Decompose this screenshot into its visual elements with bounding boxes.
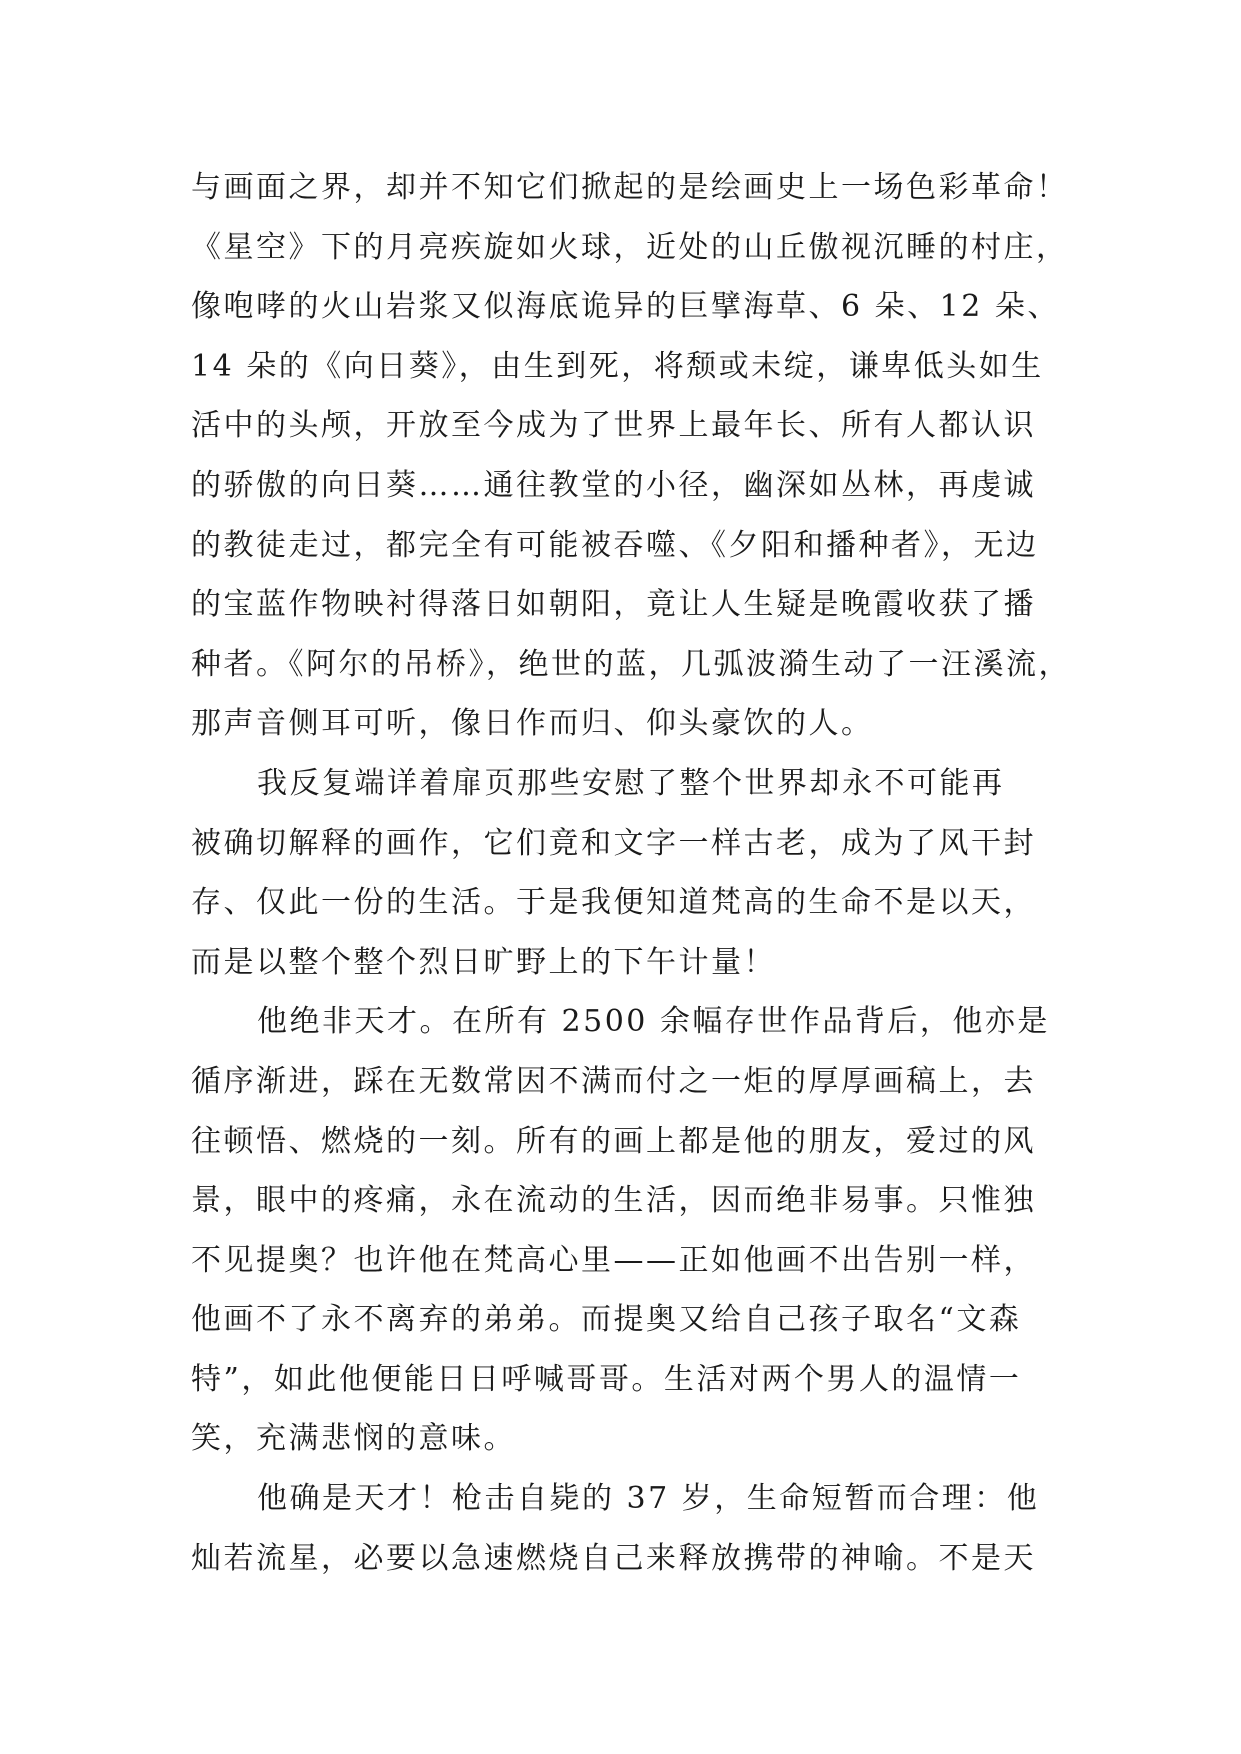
text-line: 的宝蓝作物映衬得落日如朝阳，竟让人生疑是晚霞收获了播 [191,587,1036,623]
text-line: 种者。《阿尔的吊桥》，绝世的蓝，几弧波漪生动了一汪溪流， [191,646,1071,682]
text-line: 存、仅此一份的生活。于是我便知道梵高的生命不是以天， [191,885,1036,921]
text-line: 景，眼中的疼痛，永在流动的生活，因而绝非易事。只惟独 [191,1183,1036,1219]
text-line: 的教徒走过，都完全有可能被吞噬、《夕阳和播种者》，无边 [191,527,1039,563]
text-line: 被确切解释的画作，它们竟和文字一样古老，成为了风干封 [191,825,1036,861]
text-line: 的骄傲的向日葵……通往教堂的小径，幽深如丛林，再虔诚 [191,467,1036,503]
text-line: 活中的头颅，开放至今成为了世界上最年长、所有人都认识 [191,408,1036,444]
text-line: 特”，如此他便能日日呼喊哥哥。生活对两个男人的温情一 [191,1361,1022,1397]
text-line: 循序渐进，踩在无数常因不满而付之一炬的厚厚画稿上，去 [191,1063,1036,1099]
text-line: 灿若流星，必要以急速燃烧自己来释放携带的神喻。不是天 [191,1540,1036,1576]
text-line: 14 朵的《向日葵》，由生到死，将颓或未绽，谦卑低头如生 [191,348,1044,384]
text-line: 与画面之界，却并不知它们掀起的是绘画史上一场色彩革命！ [191,170,1069,205]
text-line: 笑，充满悲悯的意味。 [191,1421,516,1457]
text-line: 往顿悟、燃烧的一刻。所有的画上都是他的朋友，爱过的风 [191,1123,1036,1159]
text-line: 不见提奥？也许他在梵高心里——正如他画不出告别一样， [191,1242,1036,1278]
text-line: 他绝非天才。在所有 2500 余幅存世作品背后，他亦是 [257,1004,1050,1040]
text-line: 他确是天才！枪击自毙的 37 岁，生命短暂而合理：他 [257,1481,1040,1517]
text-line: 他画不了永不离弃的弟弟。而提奥又给自己孩子取名“文森 [191,1302,1022,1338]
text-line: 而是以整个整个烈日旷野上的下午计量！ [191,944,776,980]
text-line: 我反复端详着扉页那些安慰了整个世界却永不可能再 [257,765,1005,801]
text-line: 那声音侧耳可听，像日作而归、仰头豪饮的人。 [191,706,874,742]
text-line: 《星空》下的月亮疾旋如火球，近处的山丘傲视沉睡的村庄， [191,229,1069,265]
body-text [191,158,1071,1588]
text-line: 像咆哮的火山岩浆又似海底诡异的巨擘海草、6 朵、12 朵、 [191,289,1060,325]
